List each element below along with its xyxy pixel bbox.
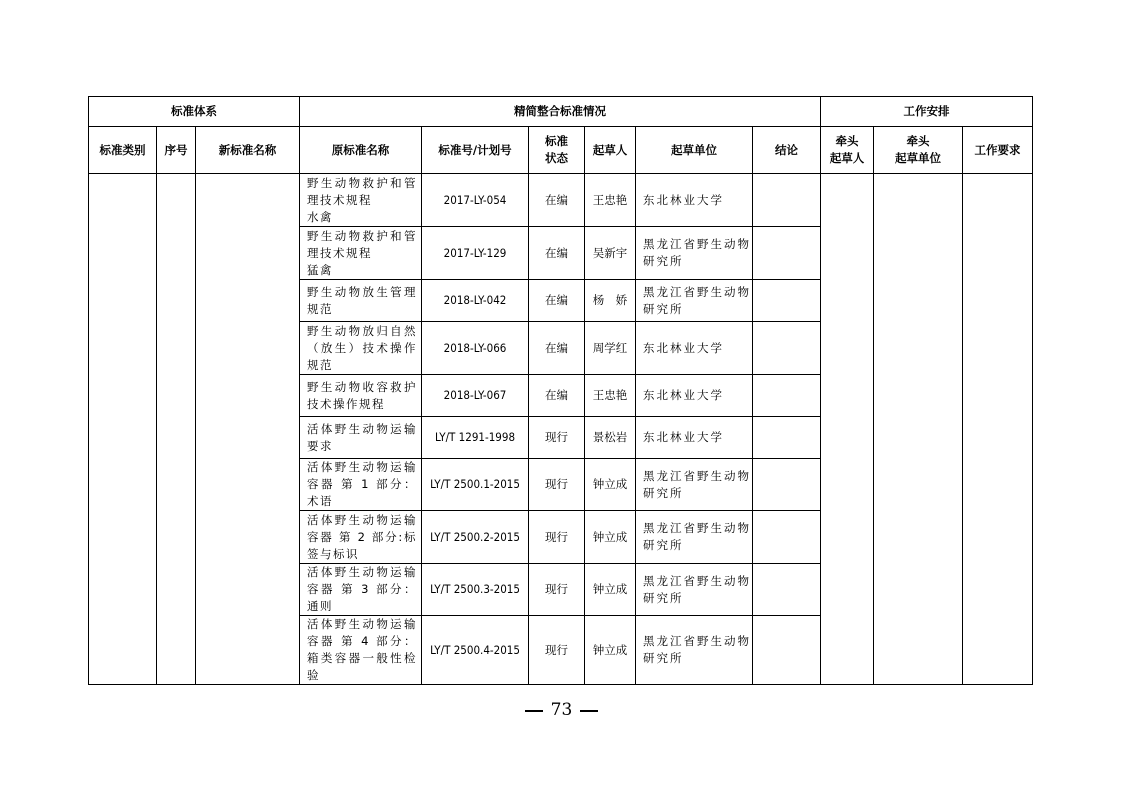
status-cell: 在编	[529, 280, 585, 322]
unit-cell: 黑龙江省野生动物研究所	[636, 616, 753, 685]
code-cell: 2017-LY-129	[422, 227, 529, 280]
page-footer	[0, 700, 1123, 720]
orig-name-cell: 活体野生动物运输要求	[300, 417, 422, 459]
conclusion-cell	[753, 227, 821, 280]
drafter-cell: 周学红	[585, 322, 636, 375]
orig-name-cell: 野生动物放归自然（放生）技术操作规范	[300, 322, 422, 375]
lead-unit-cell	[874, 174, 963, 685]
drafter-cell: 王忠艳	[585, 174, 636, 227]
column-header-row	[89, 127, 1033, 174]
conclusion-cell	[753, 459, 821, 511]
unit-cell: 黑龙江省野生动物研究所	[636, 564, 753, 616]
col-unit: 起草单位	[636, 127, 753, 174]
code-cell: 2018-LY-042	[422, 280, 529, 322]
table-row	[89, 174, 1033, 227]
requirement-cell	[963, 174, 1033, 685]
col-lead-unit	[874, 127, 963, 174]
orig-name-cell: 野生动物收容救护技术操作规程	[300, 375, 422, 417]
unit-cell: 东北林业大学	[636, 375, 753, 417]
unit-cell: 东北林业大学	[636, 417, 753, 459]
orig-name-cell: 活体野生动物运输容器 第 2 部分:标签与标识	[300, 511, 422, 564]
group-integration: 精简整合标准情况	[300, 97, 821, 127]
col-lead-person-line1: 牵头	[835, 134, 859, 148]
conclusion-cell	[753, 417, 821, 459]
status-cell: 在编	[529, 227, 585, 280]
unit-cell: 黑龙江省野生动物研究所	[636, 280, 753, 322]
status-cell: 现行	[529, 564, 585, 616]
conclusion-cell	[753, 375, 821, 417]
seq-cell	[157, 174, 196, 685]
status-cell: 现行	[529, 616, 585, 685]
code-cell: LY/T 2500.4-2015	[422, 616, 529, 685]
unit-cell: 黑龙江省野生动物研究所	[636, 227, 753, 280]
status-cell: 在编	[529, 174, 585, 227]
drafter-cell: 钟立成	[585, 616, 636, 685]
col-lead-unit-line2: 起草单位	[895, 151, 942, 165]
code-cell: 2018-LY-067	[422, 375, 529, 417]
col-status-line2: 状态	[545, 151, 569, 165]
conclusion-cell	[753, 511, 821, 564]
status-cell: 在编	[529, 322, 585, 375]
group-work-arrangement: 工作安排	[821, 97, 1033, 127]
lead-person-cell	[821, 174, 874, 685]
conclusion-cell	[753, 174, 821, 227]
code-cell: 2017-LY-054	[422, 174, 529, 227]
conclusion-cell	[753, 322, 821, 375]
conclusion-cell	[753, 616, 821, 685]
unit-cell: 黑龙江省野生动物研究所	[636, 459, 753, 511]
conclusion-cell	[753, 280, 821, 322]
standards-table	[88, 96, 1033, 685]
code-cell: 2018-LY-066	[422, 322, 529, 375]
orig-name-cell: 野生动物放生管理规范	[300, 280, 422, 322]
col-lead-person-line2: 起草人	[829, 151, 865, 165]
col-lead-person	[821, 127, 874, 174]
col-new-name: 新标准名称	[196, 127, 300, 174]
new-name-cell	[196, 174, 300, 685]
orig-name-cell: 活体野生动物运输容器 第 4 部分：箱类容器一般性检验	[300, 616, 422, 685]
status-cell: 现行	[529, 511, 585, 564]
orig-name-cell: 野生动物救护和管理技术规程 猛禽	[300, 227, 422, 280]
drafter-cell: 王忠艳	[585, 375, 636, 417]
group-standard-system: 标准体系	[89, 97, 300, 127]
col-status	[529, 127, 585, 174]
code-cell: LY/T 2500.3-2015	[422, 564, 529, 616]
drafter-cell: 钟立成	[585, 511, 636, 564]
drafter-cell: 景松岩	[585, 417, 636, 459]
col-seq: 序号	[157, 127, 196, 174]
orig-name-cell: 野生动物救护和管理技术规程 水禽	[300, 174, 422, 227]
page-number: 73	[550, 700, 573, 720]
col-category: 标准类别	[89, 127, 157, 174]
status-cell: 在编	[529, 375, 585, 417]
drafter-cell: 钟立成	[585, 564, 636, 616]
drafter-cell: 钟立成	[585, 459, 636, 511]
col-code: 标准号/计划号	[422, 127, 529, 174]
status-cell: 现行	[529, 459, 585, 511]
unit-cell: 黑龙江省野生动物研究所	[636, 511, 753, 564]
conclusion-cell	[753, 564, 821, 616]
drafter-cell: 吴新宇	[585, 227, 636, 280]
col-drafter: 起草人	[585, 127, 636, 174]
table-body	[89, 174, 1033, 685]
col-status-line1: 标准	[545, 134, 569, 148]
orig-name-cell: 活体野生动物运输容器 第 1 部分：术语	[300, 459, 422, 511]
code-cell: LY/T 2500.1-2015	[422, 459, 529, 511]
group-header-row	[89, 97, 1033, 127]
col-conclusion: 结论	[753, 127, 821, 174]
unit-cell: 东北林业大学	[636, 174, 753, 227]
footer-dash-right	[580, 710, 598, 712]
col-lead-unit-line1: 牵头	[906, 134, 930, 148]
unit-cell: 东北林业大学	[636, 322, 753, 375]
col-requirement: 工作要求	[963, 127, 1033, 174]
status-cell: 现行	[529, 417, 585, 459]
orig-name-cell: 活体野生动物运输容器 第 3 部分：通则	[300, 564, 422, 616]
code-cell: LY/T 2500.2-2015	[422, 511, 529, 564]
drafter-cell: 杨 娇	[585, 280, 636, 322]
code-cell: LY/T 1291-1998	[422, 417, 529, 459]
col-orig-name: 原标准名称	[300, 127, 422, 174]
footer-dash-left	[525, 710, 543, 712]
category-cell	[89, 174, 157, 685]
